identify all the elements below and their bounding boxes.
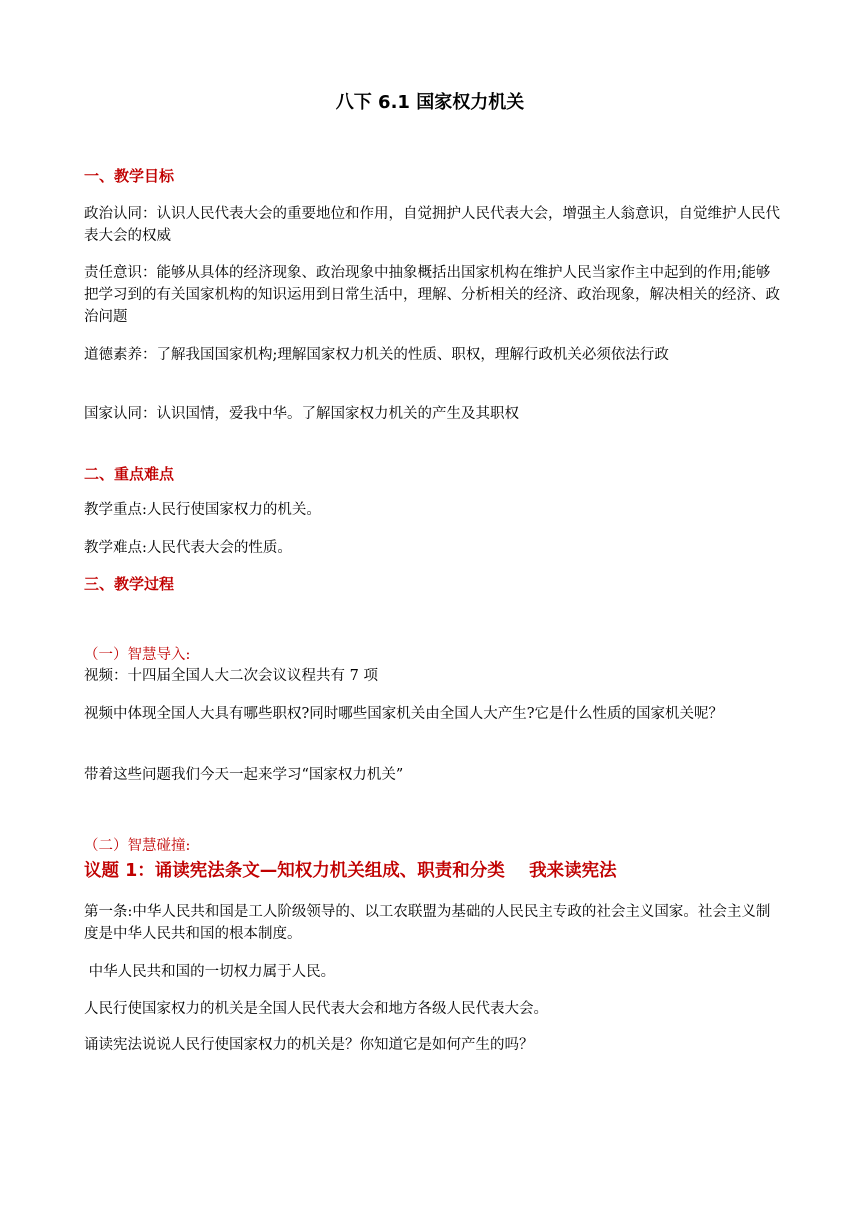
constitution-power-statement: 中华人民共和国的一切权力属于人民。	[84, 964, 336, 980]
subheading-collision: （二）智慧碰撞:	[84, 838, 191, 854]
constitution-article-1: 第一条:中华人民共和国是工人阶级领导的、以工农联盟为基础的人民民主专政的社会主义国家。社会主义制度是中华人民共和国的根本制度。	[84, 904, 771, 942]
objective-national: 国家认同：认识国情，爱我中华。了解国家权力机关的产生及其职权	[84, 406, 519, 422]
objective-political: 政治认同：认识人民代表大会的重要地位和作用，自觉拥护人民代表大会，增强主人翁意识，自觉维护人民代表大会的权威	[84, 206, 780, 244]
difficult-point: 教学难点:人民代表大会的性质。	[84, 540, 292, 556]
section-heading-process: 三、教学过程	[84, 575, 175, 593]
key-point: 教学重点:人民行使国家权力的机关。	[84, 502, 321, 518]
subheading-intro: （一）智慧导入:	[84, 647, 191, 663]
objective-responsibility: 责任意识：能够从具体的经济现象、政治现象中抽象概括出国家机构在维护人民当家作主中起到的作用;能够把学习到的有关国家机构的知识运用到日常生活中，理解、分析相关的经济、政治现象，解决相关的经济、政治问题	[84, 265, 780, 325]
intro-question: 视频中体现全国人大具有哪些职权?同时哪些国家机关由全国人大产生?它是什么性质的国家机关呢？	[84, 706, 724, 722]
section-heading-objectives: 一、教学目标	[84, 167, 175, 185]
intro-video: 视频：十四届全国人大二次会议议程共有 7 项	[84, 668, 378, 684]
page-title: 八下 6.1 国家权力机关	[335, 92, 525, 113]
reading-question: 诵读宪法说说人民行使国家权力的机关是？你知道它是如何产生的吗？	[84, 1037, 534, 1053]
constitution-organ-statement: 人民行使国家权力的机关是全国人民代表大会和地方各级人民代表大会。	[84, 1001, 548, 1017]
topic-1-heading: 议题 1：诵读宪法条文—知权力机关组成、职责和分类 我来读宪法	[84, 861, 617, 881]
intro-lead: 带着这些问题我们今天一起来学习“国家权力机关”	[84, 767, 404, 783]
objective-morality: 道德素养：了解我国国家机构;理解国家权力机关的性质、职权，理解行政机关必须依法行政	[84, 347, 669, 363]
section-heading-key-points: 二、重点难点	[84, 465, 175, 483]
